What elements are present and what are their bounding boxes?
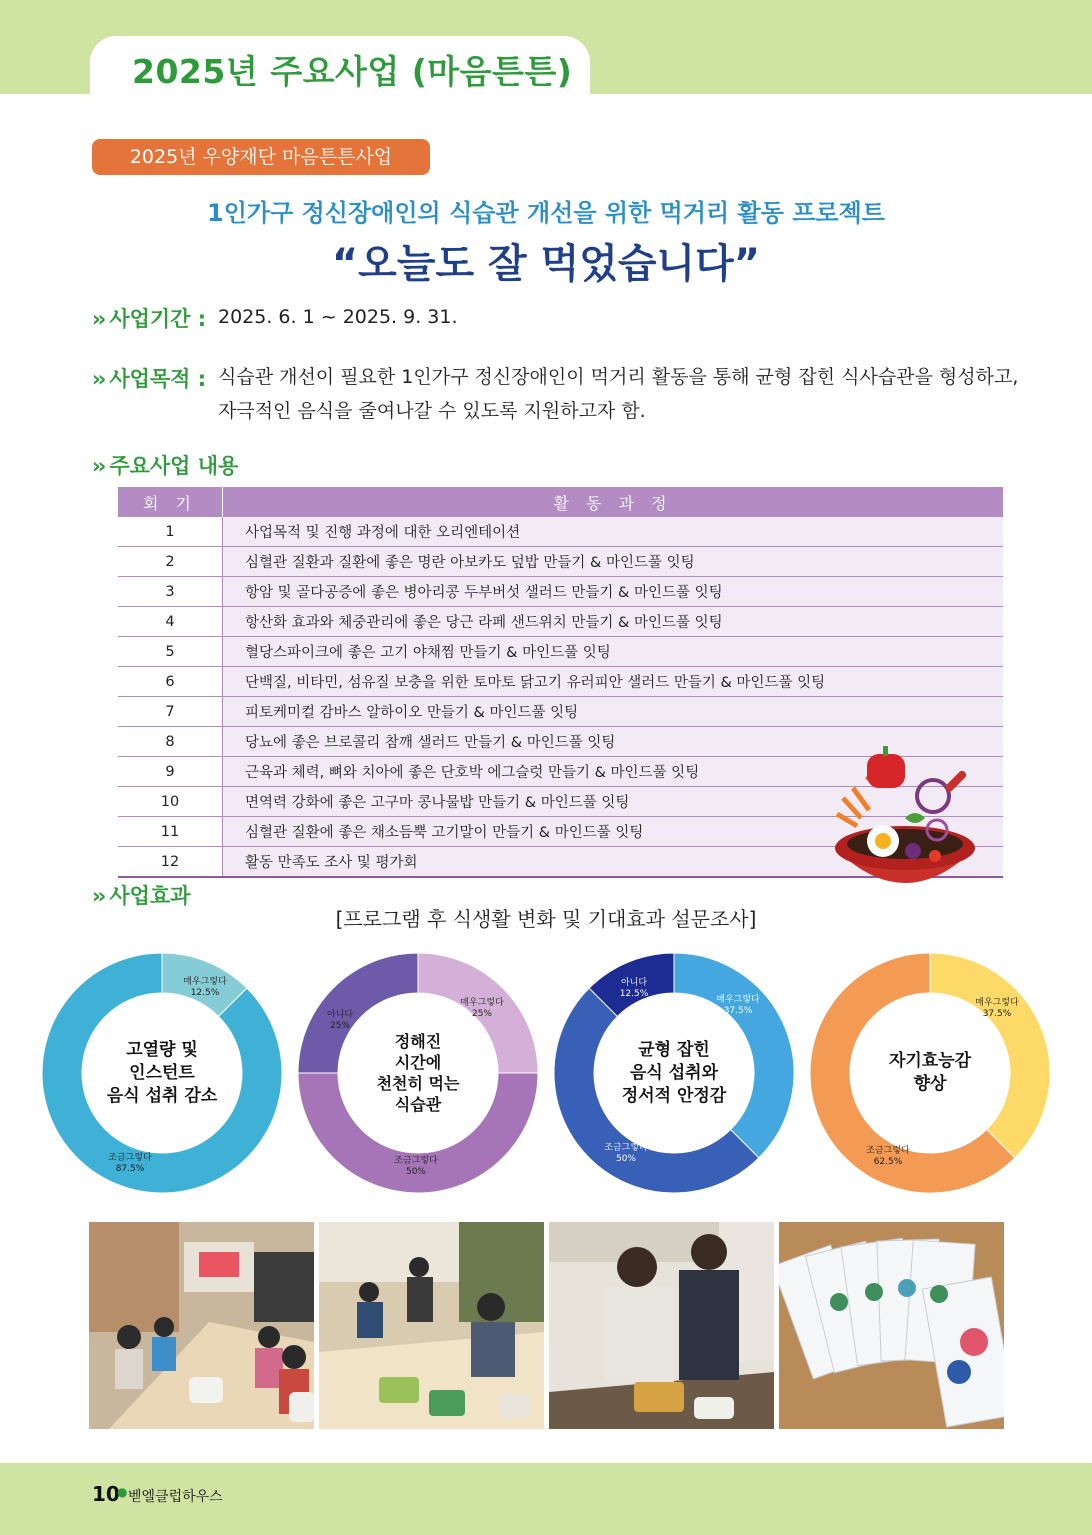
table-header [118, 487, 1003, 517]
slice-label: 매우그렇다 25% [460, 998, 504, 1019]
session-number: 1 [118, 517, 223, 547]
cooking-men-photo-image [549, 1222, 774, 1429]
activity-text: 피토케미컬 감바스 알하이오 만들기 & 마인드풀 잇팅 [223, 697, 1004, 727]
chevron-right-icon: ›› [92, 884, 104, 908]
session-number: 7 [118, 697, 223, 727]
slice-label: 매우그렇다 37.5% [716, 995, 760, 1016]
session-header: 회 기 [118, 487, 223, 517]
survey-title: [프로그램 후 식생활 변화 및 기대효과 설문조사] [335, 907, 757, 931]
activity-text: 심혈관 질환에 좋은 채소듬뿍 고기말이 만들기 & 마인드풀 잇팅 [223, 817, 1004, 847]
activity-text: 당뇨에 좋은 브로콜리 참깨 샐러드 만들기 & 마인드풀 잇팅 [223, 727, 1004, 757]
donut-chart-3 [554, 953, 794, 1193]
session-number: 11 [118, 817, 223, 847]
table-row [118, 637, 1003, 667]
table-row [118, 667, 1003, 697]
purpose-line-2: 자극적인 음식을 줄여나갈 수 있도록 지원하고자 함. [218, 400, 646, 422]
session-number: 5 [118, 637, 223, 667]
activity-text: 단백질, 비타민, 섬유질 보충을 위한 토마토 닭고기 유러피안 샐러드 만들기 & 마인드풀 잇팅 [223, 667, 1004, 697]
slice-label: 아니다 25% [326, 1010, 354, 1031]
table-row [118, 697, 1003, 727]
period-value: 2025. 6. 1 ~ 2025. 9. 31. [218, 306, 458, 328]
session-number: 10 [118, 787, 223, 817]
activity-photo [779, 1222, 1004, 1429]
project-badge: 2025년 우양재단 마음튼튼사업 [92, 139, 430, 175]
activity-header: 활 동 과 정 [223, 487, 1004, 517]
chart-title: 자기효능감 향상 [888, 1051, 972, 1094]
chevron-right-icon: ›› [92, 454, 104, 478]
session-number: 9 [118, 757, 223, 787]
donut-chart-2 [298, 953, 538, 1193]
slice-label: 조금그렇다 50% [604, 1143, 648, 1164]
activity-text: 사업목적 및 진행 과정에 대한 오리엔테이션 [223, 517, 1004, 547]
chart-title: 정해진 시간에 천천히 먹는 식습관 [376, 1032, 460, 1114]
activity-photo [319, 1222, 544, 1429]
contents-label: ›› 주요사업 내용 [92, 454, 239, 478]
food-bowl-illustration [825, 738, 985, 904]
chart-title: 균형 잡힌 음식 섭취와 정서적 안정감 [621, 1039, 727, 1106]
publisher-name: 벧엘클럽하우스 [128, 1489, 223, 1505]
donut-chart-1 [42, 953, 282, 1193]
slice-label: 조금그렇다 62.5% [866, 1146, 910, 1167]
activity-text: 항암 및 골다공증에 좋은 병아리콩 두부버섯 샐러드 만들기 & 마인드풀 잇팅 [223, 577, 1004, 607]
session-number: 12 [118, 847, 223, 878]
page-title: 2025년 주요사업 (마음튼튼) [132, 52, 573, 91]
classroom-photo-image [89, 1222, 314, 1429]
booklets-photo-image [779, 1222, 1004, 1429]
activity-text: 혈당스파이크에 좋은 고기 야채찜 만들기 & 마인드풀 잇팅 [223, 637, 1004, 667]
chart-title: 고열량 및 인스턴트 음식 섭취 감소 [106, 1039, 218, 1106]
table-row [118, 517, 1003, 547]
period-label: ›› 사업기간 : [92, 307, 207, 331]
table-row [118, 547, 1003, 577]
slice-label: 매우그렇다 37.5% [975, 998, 1019, 1019]
activity-text: 면역력 강화에 좋은 고구마 콩나물밥 만들기 & 마인드풀 잇팅 [223, 787, 1004, 817]
table-row [118, 607, 1003, 637]
chevron-right-icon: ›› [92, 307, 104, 331]
activity-text: 근육과 체력, 뼈와 치아에 좋은 단호박 에그슬럿 만들기 & 마인드풀 잇팅 [223, 757, 1004, 787]
purpose-label: ›› 사업목적 : [92, 367, 207, 391]
session-number: 3 [118, 577, 223, 607]
activity-photo [89, 1222, 314, 1429]
chevron-right-icon: ›› [92, 367, 104, 391]
activity-text: 활동 만족도 조사 및 평가회 [223, 847, 1004, 878]
activity-text: 심혈관 질환과 질환에 좋은 명란 아보카도 덮밥 만들기 & 마인드풀 잇팅 [223, 547, 1004, 577]
session-number: 4 [118, 607, 223, 637]
session-number: 6 [118, 667, 223, 697]
slice-label: 매우그렇다 12.5% [183, 977, 227, 998]
slice-label: 조금그렇다 50% [394, 1156, 438, 1177]
purpose-line-1: 식습관 개선이 필요한 1인가구 정신장애인이 먹거리 활동을 통해 균형 잡힌 식사습관을 형성하고, [218, 366, 1019, 388]
project-title: “오늘도 잘 먹었습니다” [331, 241, 761, 287]
activity-text: 항산화 효과와 체중관리에 좋은 당근 라페 샌드위치 만들기 & 마인드풀 잇팅 [223, 607, 1004, 637]
table-row [118, 577, 1003, 607]
session-number: 2 [118, 547, 223, 577]
bullet-dot-icon: ● [117, 1485, 128, 1499]
effect-label: ›› 사업효과 [92, 884, 191, 908]
session-number: 8 [118, 727, 223, 757]
slice-label: 아니다 12.5% [619, 978, 649, 999]
activity-photo [549, 1222, 774, 1429]
project-subtitle: 1인가구 정신장애인의 식습관 개선을 위한 먹거리 활동 프로젝트 [207, 199, 885, 227]
page-number: 10 [92, 1482, 120, 1506]
donut-chart-4 [810, 953, 1050, 1193]
cooking-group-photo-image [319, 1222, 544, 1429]
slice-label: 조금그렇다 87.5% [108, 1153, 152, 1174]
